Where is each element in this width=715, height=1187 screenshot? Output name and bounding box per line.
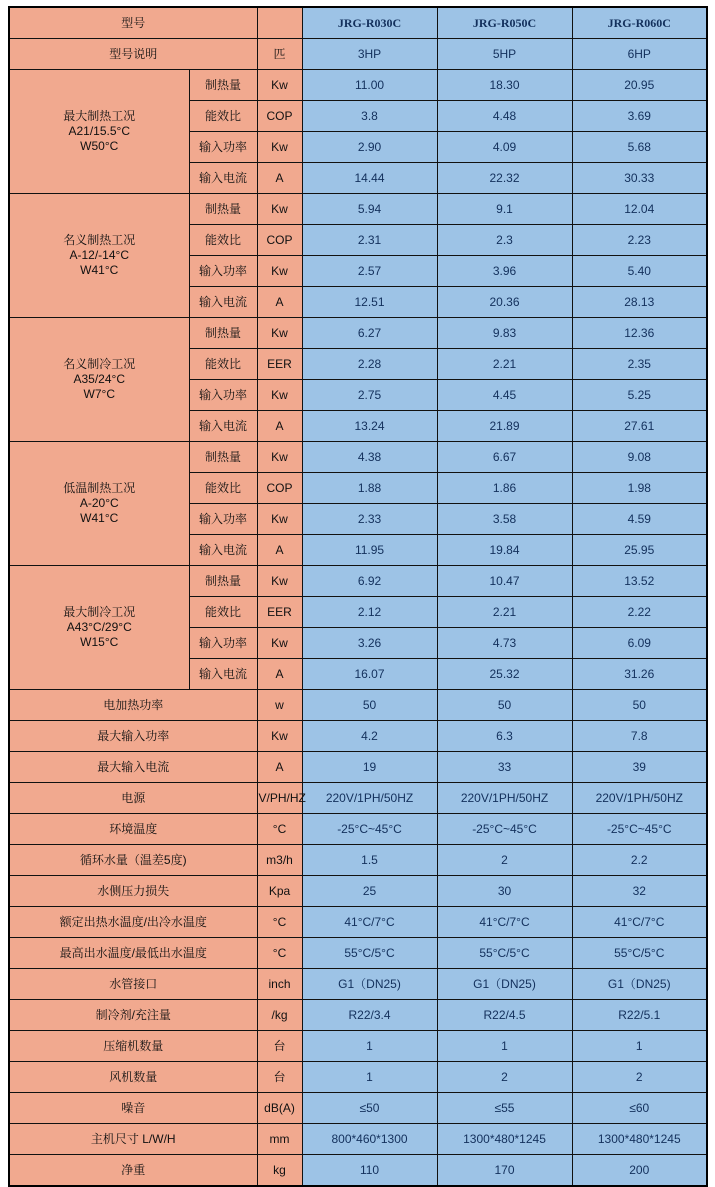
group-4-row-2-val-2: 4.73 (437, 628, 572, 659)
group-1-row-3-unit: A (257, 287, 302, 318)
group-3-row-2-val-3: 4.59 (572, 504, 707, 535)
group-3-row-3-unit: A (257, 535, 302, 566)
group-4-row-0-unit: Kw (257, 566, 302, 597)
group-3-row-3-val-1: 11.95 (302, 535, 437, 566)
simple-row-9-val-2: G1（DN25) (437, 969, 572, 1000)
group-title-0 (9, 70, 189, 194)
simple-row-10-label: 制冷剂/充注量 (9, 1000, 257, 1031)
group-title-4-line-1: A43°C/29°C (66, 620, 132, 634)
group-4-row-0-val-1: 6.92 (302, 566, 437, 597)
simple-row-9-val-1: G1（DN25) (302, 969, 437, 1000)
simple-row-11-val-3: 1 (572, 1031, 707, 1062)
simple-row-8-unit: °C (257, 938, 302, 969)
simple-row-0-val-2: 50 (437, 690, 572, 721)
simple-row-6-val-3: 32 (572, 876, 707, 907)
group-0-row-2-val-1: 2.90 (302, 132, 437, 163)
group-2-row-1-unit: EER (257, 349, 302, 380)
header-model-3: JRG-R060C (572, 7, 707, 39)
row-unit-model-desc: 匹 (257, 39, 302, 70)
group-0-row-3-sub: 输入电流 (189, 163, 257, 194)
group-1-row-2-sub: 输入功率 (189, 256, 257, 287)
simple-row-1-val-2: 6.3 (437, 721, 572, 752)
simple-row-9-label: 水管接口 (9, 969, 257, 1000)
simple-row-15-val-1: 110 (302, 1155, 437, 1187)
group-0-row-3-val-2: 22.32 (437, 163, 572, 194)
table-row (9, 845, 707, 876)
table-row (9, 566, 707, 597)
group-2-row-2-val-1: 2.75 (302, 380, 437, 411)
group-title-4-line-2: W15°C (80, 635, 119, 649)
group-2-row-2-val-2: 4.45 (437, 380, 572, 411)
group-1-row-0-val-3: 12.04 (572, 194, 707, 225)
group-1-row-2-val-2: 3.96 (437, 256, 572, 287)
group-0-row-2-sub: 输入功率 (189, 132, 257, 163)
simple-row-4-val-2: -25°C~45°C (437, 814, 572, 845)
simple-row-14-label: 主机尺寸 L/W/H (9, 1124, 257, 1155)
group-3-row-3-sub: 输入电流 (189, 535, 257, 566)
group-2-row-0-val-3: 12.36 (572, 318, 707, 349)
group-title-0-line-2: W50°C (80, 139, 119, 153)
table-row (9, 1093, 707, 1124)
simple-row-5-val-3: 2.2 (572, 845, 707, 876)
table-row (9, 783, 707, 814)
group-3-row-0-val-2: 6.67 (437, 442, 572, 473)
simple-row-8-val-2: 55°C/5°C (437, 938, 572, 969)
simple-row-7-label: 额定出热水温度/出冷水温度 (9, 907, 257, 938)
group-1-row-3-val-3: 28.13 (572, 287, 707, 318)
simple-row-15-label: 净重 (9, 1155, 257, 1187)
group-3-row-0-val-3: 9.08 (572, 442, 707, 473)
simple-row-14-val-1: 800*460*1300 (302, 1124, 437, 1155)
group-4-row-3-val-1: 16.07 (302, 659, 437, 690)
simple-row-3-val-3: 220V/1PH/50HZ (572, 783, 707, 814)
simple-row-12-val-2: 2 (437, 1062, 572, 1093)
simple-row-0-label: 电加热功率 (9, 690, 257, 721)
simple-row-5-unit: m3/h (257, 845, 302, 876)
group-1-row-1-val-1: 2.31 (302, 225, 437, 256)
group-1-row-1-unit: COP (257, 225, 302, 256)
group-1-row-2-val-3: 5.40 (572, 256, 707, 287)
group-3-row-0-val-1: 4.38 (302, 442, 437, 473)
group-2-row-2-sub: 输入功率 (189, 380, 257, 411)
simple-row-10-val-3: R22/5.1 (572, 1000, 707, 1031)
table-row (9, 969, 707, 1000)
simple-row-11-unit: 台 (257, 1031, 302, 1062)
simple-row-9-unit: inch (257, 969, 302, 1000)
group-4-row-0-val-2: 10.47 (437, 566, 572, 597)
simple-row-10-val-1: R22/3.4 (302, 1000, 437, 1031)
group-4-row-1-val-2: 2.21 (437, 597, 572, 628)
table-row (9, 690, 707, 721)
group-3-row-1-val-1: 1.88 (302, 473, 437, 504)
table-row (9, 1124, 707, 1155)
simple-row-6-unit: Kpa (257, 876, 302, 907)
group-0-row-0-val-3: 20.95 (572, 70, 707, 101)
group-2-row-1-val-3: 2.35 (572, 349, 707, 380)
group-4-row-1-val-3: 2.22 (572, 597, 707, 628)
simple-row-2-val-2: 33 (437, 752, 572, 783)
group-1-row-2-val-1: 2.57 (302, 256, 437, 287)
simple-row-7-val-2: 41°C/7°C (437, 907, 572, 938)
simple-row-15-unit: kg (257, 1155, 302, 1187)
simple-row-8-val-1: 55°C/5°C (302, 938, 437, 969)
simple-row-14-unit: mm (257, 1124, 302, 1155)
group-title-1-line-0: 名义制热工况 (63, 233, 136, 247)
group-2-row-3-unit: A (257, 411, 302, 442)
simple-row-15-val-3: 200 (572, 1155, 707, 1187)
group-title-3-line-0: 低温制热工况 (63, 481, 136, 495)
group-title-3-line-1: A-20°C (79, 496, 119, 510)
simple-row-2-label: 最大输入电流 (9, 752, 257, 783)
table-row (9, 1062, 707, 1093)
simple-row-12-val-1: 1 (302, 1062, 437, 1093)
simple-row-3-label: 电源 (9, 783, 257, 814)
simple-row-15-val-2: 170 (437, 1155, 572, 1187)
group-title-3 (9, 442, 189, 566)
simple-row-4-val-3: -25°C~45°C (572, 814, 707, 845)
simple-row-5-val-2: 2 (437, 845, 572, 876)
simple-row-6-val-1: 25 (302, 876, 437, 907)
group-2-row-0-val-1: 6.27 (302, 318, 437, 349)
group-4-row-3-sub: 输入电流 (189, 659, 257, 690)
simple-row-4-label: 环境温度 (9, 814, 257, 845)
simple-row-6-val-2: 30 (437, 876, 572, 907)
group-0-row-1-sub: 能效比 (189, 101, 257, 132)
simple-row-13-unit: dB(A) (257, 1093, 302, 1124)
simple-row-10-val-2: R22/4.5 (437, 1000, 572, 1031)
simple-row-13-val-1: ≤50 (302, 1093, 437, 1124)
group-2-row-0-val-2: 9.83 (437, 318, 572, 349)
group-3-row-2-val-1: 2.33 (302, 504, 437, 535)
simple-row-4-unit: °C (257, 814, 302, 845)
cell-model-desc-2: 5HP (437, 39, 572, 70)
group-2-row-3-val-3: 27.61 (572, 411, 707, 442)
group-0-row-0-sub: 制热量 (189, 70, 257, 101)
group-0-row-0-val-2: 18.30 (437, 70, 572, 101)
simple-row-12-val-3: 2 (572, 1062, 707, 1093)
simple-row-2-val-3: 39 (572, 752, 707, 783)
group-1-row-3-val-2: 20.36 (437, 287, 572, 318)
group-4-row-0-sub: 制热量 (189, 566, 257, 597)
group-4-row-3-val-3: 31.26 (572, 659, 707, 690)
header-model-2: JRG-R050C (437, 7, 572, 39)
group-title-0-line-0: 最大制热工况 (63, 109, 136, 123)
header-unit-blank (257, 7, 302, 39)
table-body (9, 7, 707, 1186)
group-4-row-2-val-3: 6.09 (572, 628, 707, 659)
group-3-row-1-unit: COP (257, 473, 302, 504)
group-0-row-1-val-3: 3.69 (572, 101, 707, 132)
table-row (9, 442, 707, 473)
group-0-row-1-val-1: 3.8 (302, 101, 437, 132)
group-0-row-1-unit: COP (257, 101, 302, 132)
group-3-row-0-sub: 制热量 (189, 442, 257, 473)
group-3-row-2-unit: Kw (257, 504, 302, 535)
group-4-row-0-val-3: 13.52 (572, 566, 707, 597)
header-model-1: JRG-R030C (302, 7, 437, 39)
group-0-row-1-val-2: 4.48 (437, 101, 572, 132)
simple-row-14-val-3: 1300*480*1245 (572, 1124, 707, 1155)
simple-row-13-val-2: ≤55 (437, 1093, 572, 1124)
group-4-row-1-unit: EER (257, 597, 302, 628)
group-4-row-2-unit: Kw (257, 628, 302, 659)
group-title-2-line-2: W7°C (83, 387, 115, 401)
group-4-row-2-sub: 输入功率 (189, 628, 257, 659)
group-3-row-1-val-2: 1.86 (437, 473, 572, 504)
group-3-row-3-val-3: 25.95 (572, 535, 707, 566)
group-0-row-3-val-1: 14.44 (302, 163, 437, 194)
group-title-2 (9, 318, 189, 442)
group-1-row-1-val-3: 2.23 (572, 225, 707, 256)
group-0-row-0-unit: Kw (257, 70, 302, 101)
cell-model-desc-3: 6HP (572, 39, 707, 70)
group-4-row-1-val-1: 2.12 (302, 597, 437, 628)
cell-model-desc-1: 3HP (302, 39, 437, 70)
simple-row-2-unit: A (257, 752, 302, 783)
group-2-row-2-val-3: 5.25 (572, 380, 707, 411)
group-0-row-2-val-3: 5.68 (572, 132, 707, 163)
simple-row-11-label: 压缩机数量 (9, 1031, 257, 1062)
simple-row-3-val-2: 220V/1PH/50HZ (437, 783, 572, 814)
simple-row-0-val-1: 50 (302, 690, 437, 721)
header-model-label: 型号 (9, 7, 257, 39)
simple-row-0-val-3: 50 (572, 690, 707, 721)
group-1-row-0-sub: 制热量 (189, 194, 257, 225)
row-label-model-desc: 型号说明 (9, 39, 257, 70)
table-row (9, 318, 707, 349)
simple-row-1-val-1: 4.2 (302, 721, 437, 752)
simple-row-13-val-3: ≤60 (572, 1093, 707, 1124)
group-title-4 (9, 566, 189, 690)
group-1-row-3-sub: 输入电流 (189, 287, 257, 318)
group-title-0-line-1: A21/15.5°C (68, 124, 130, 138)
group-1-row-2-unit: Kw (257, 256, 302, 287)
table-row (9, 1000, 707, 1031)
table-row (9, 876, 707, 907)
simple-row-13-label: 噪音 (9, 1093, 257, 1124)
group-0-row-2-val-2: 4.09 (437, 132, 572, 163)
group-4-row-3-unit: A (257, 659, 302, 690)
group-2-row-3-sub: 输入电流 (189, 411, 257, 442)
table-row-model-desc (9, 39, 707, 70)
simple-row-3-unit: V/PH/HZ (257, 783, 302, 814)
group-2-row-0-unit: Kw (257, 318, 302, 349)
group-1-row-1-sub: 能效比 (189, 225, 257, 256)
simple-row-14-val-2: 1300*480*1245 (437, 1124, 572, 1155)
group-2-row-1-sub: 能效比 (189, 349, 257, 380)
table-row (9, 721, 707, 752)
group-title-2-line-1: A35/24°C (73, 372, 125, 386)
simple-row-3-val-1: 220V/1PH/50HZ (302, 783, 437, 814)
table-row (9, 70, 707, 101)
table-row (9, 752, 707, 783)
group-2-row-3-val-2: 21.89 (437, 411, 572, 442)
group-title-2-line-0: 名义制冷工况 (63, 357, 136, 371)
group-3-row-3-val-2: 19.84 (437, 535, 572, 566)
group-3-row-1-val-3: 1.98 (572, 473, 707, 504)
simple-row-1-unit: Kw (257, 721, 302, 752)
group-3-row-0-unit: Kw (257, 442, 302, 473)
group-3-row-2-sub: 输入功率 (189, 504, 257, 535)
group-4-row-2-val-1: 3.26 (302, 628, 437, 659)
group-1-row-0-val-1: 5.94 (302, 194, 437, 225)
group-3-row-2-val-2: 3.58 (437, 504, 572, 535)
group-4-row-1-sub: 能效比 (189, 597, 257, 628)
table-row (9, 1031, 707, 1062)
simple-row-7-val-1: 41°C/7°C (302, 907, 437, 938)
specification-table (8, 6, 708, 1187)
simple-row-11-val-2: 1 (437, 1031, 572, 1062)
table-row (9, 194, 707, 225)
group-0-row-0-val-1: 11.00 (302, 70, 437, 101)
group-3-row-1-sub: 能效比 (189, 473, 257, 504)
simple-row-6-label: 水侧压力损失 (9, 876, 257, 907)
simple-row-4-val-1: -25°C~45°C (302, 814, 437, 845)
group-0-row-3-val-3: 30.33 (572, 163, 707, 194)
table-row (9, 1155, 707, 1187)
group-2-row-0-sub: 制热量 (189, 318, 257, 349)
group-title-1-line-1: A-12/-14°C (69, 248, 129, 262)
group-title-4-line-0: 最大制冷工况 (63, 605, 136, 619)
simple-row-5-val-1: 1.5 (302, 845, 437, 876)
simple-row-12-label: 风机数量 (9, 1062, 257, 1093)
simple-row-1-val-3: 7.8 (572, 721, 707, 752)
simple-row-8-val-3: 55°C/5°C (572, 938, 707, 969)
group-title-1-line-2: W41°C (80, 263, 119, 277)
group-0-row-3-unit: A (257, 163, 302, 194)
table-row-header (9, 7, 707, 39)
simple-row-9-val-3: G1（DN25) (572, 969, 707, 1000)
group-1-row-1-val-2: 2.3 (437, 225, 572, 256)
group-1-row-0-val-2: 9.1 (437, 194, 572, 225)
group-title-3-line-2: W41°C (80, 511, 119, 525)
table-row (9, 938, 707, 969)
group-2-row-3-val-1: 13.24 (302, 411, 437, 442)
group-2-row-1-val-2: 2.21 (437, 349, 572, 380)
simple-row-0-unit: w (257, 690, 302, 721)
group-1-row-3-val-1: 12.51 (302, 287, 437, 318)
simple-row-5-label: 循环水量（温差5度) (9, 845, 257, 876)
simple-row-10-unit: /kg (257, 1000, 302, 1031)
group-2-row-1-val-1: 2.28 (302, 349, 437, 380)
simple-row-7-val-3: 41°C/7°C (572, 907, 707, 938)
simple-row-11-val-1: 1 (302, 1031, 437, 1062)
group-4-row-3-val-2: 25.32 (437, 659, 572, 690)
simple-row-8-label: 最高出水温度/最低出水温度 (9, 938, 257, 969)
group-1-row-0-unit: Kw (257, 194, 302, 225)
table-row (9, 907, 707, 938)
group-0-row-2-unit: Kw (257, 132, 302, 163)
group-title-1 (9, 194, 189, 318)
simple-row-2-val-1: 19 (302, 752, 437, 783)
simple-row-12-unit: 台 (257, 1062, 302, 1093)
simple-row-7-unit: °C (257, 907, 302, 938)
group-2-row-2-unit: Kw (257, 380, 302, 411)
table-row (9, 814, 707, 845)
simple-row-1-label: 最大输入功率 (9, 721, 257, 752)
